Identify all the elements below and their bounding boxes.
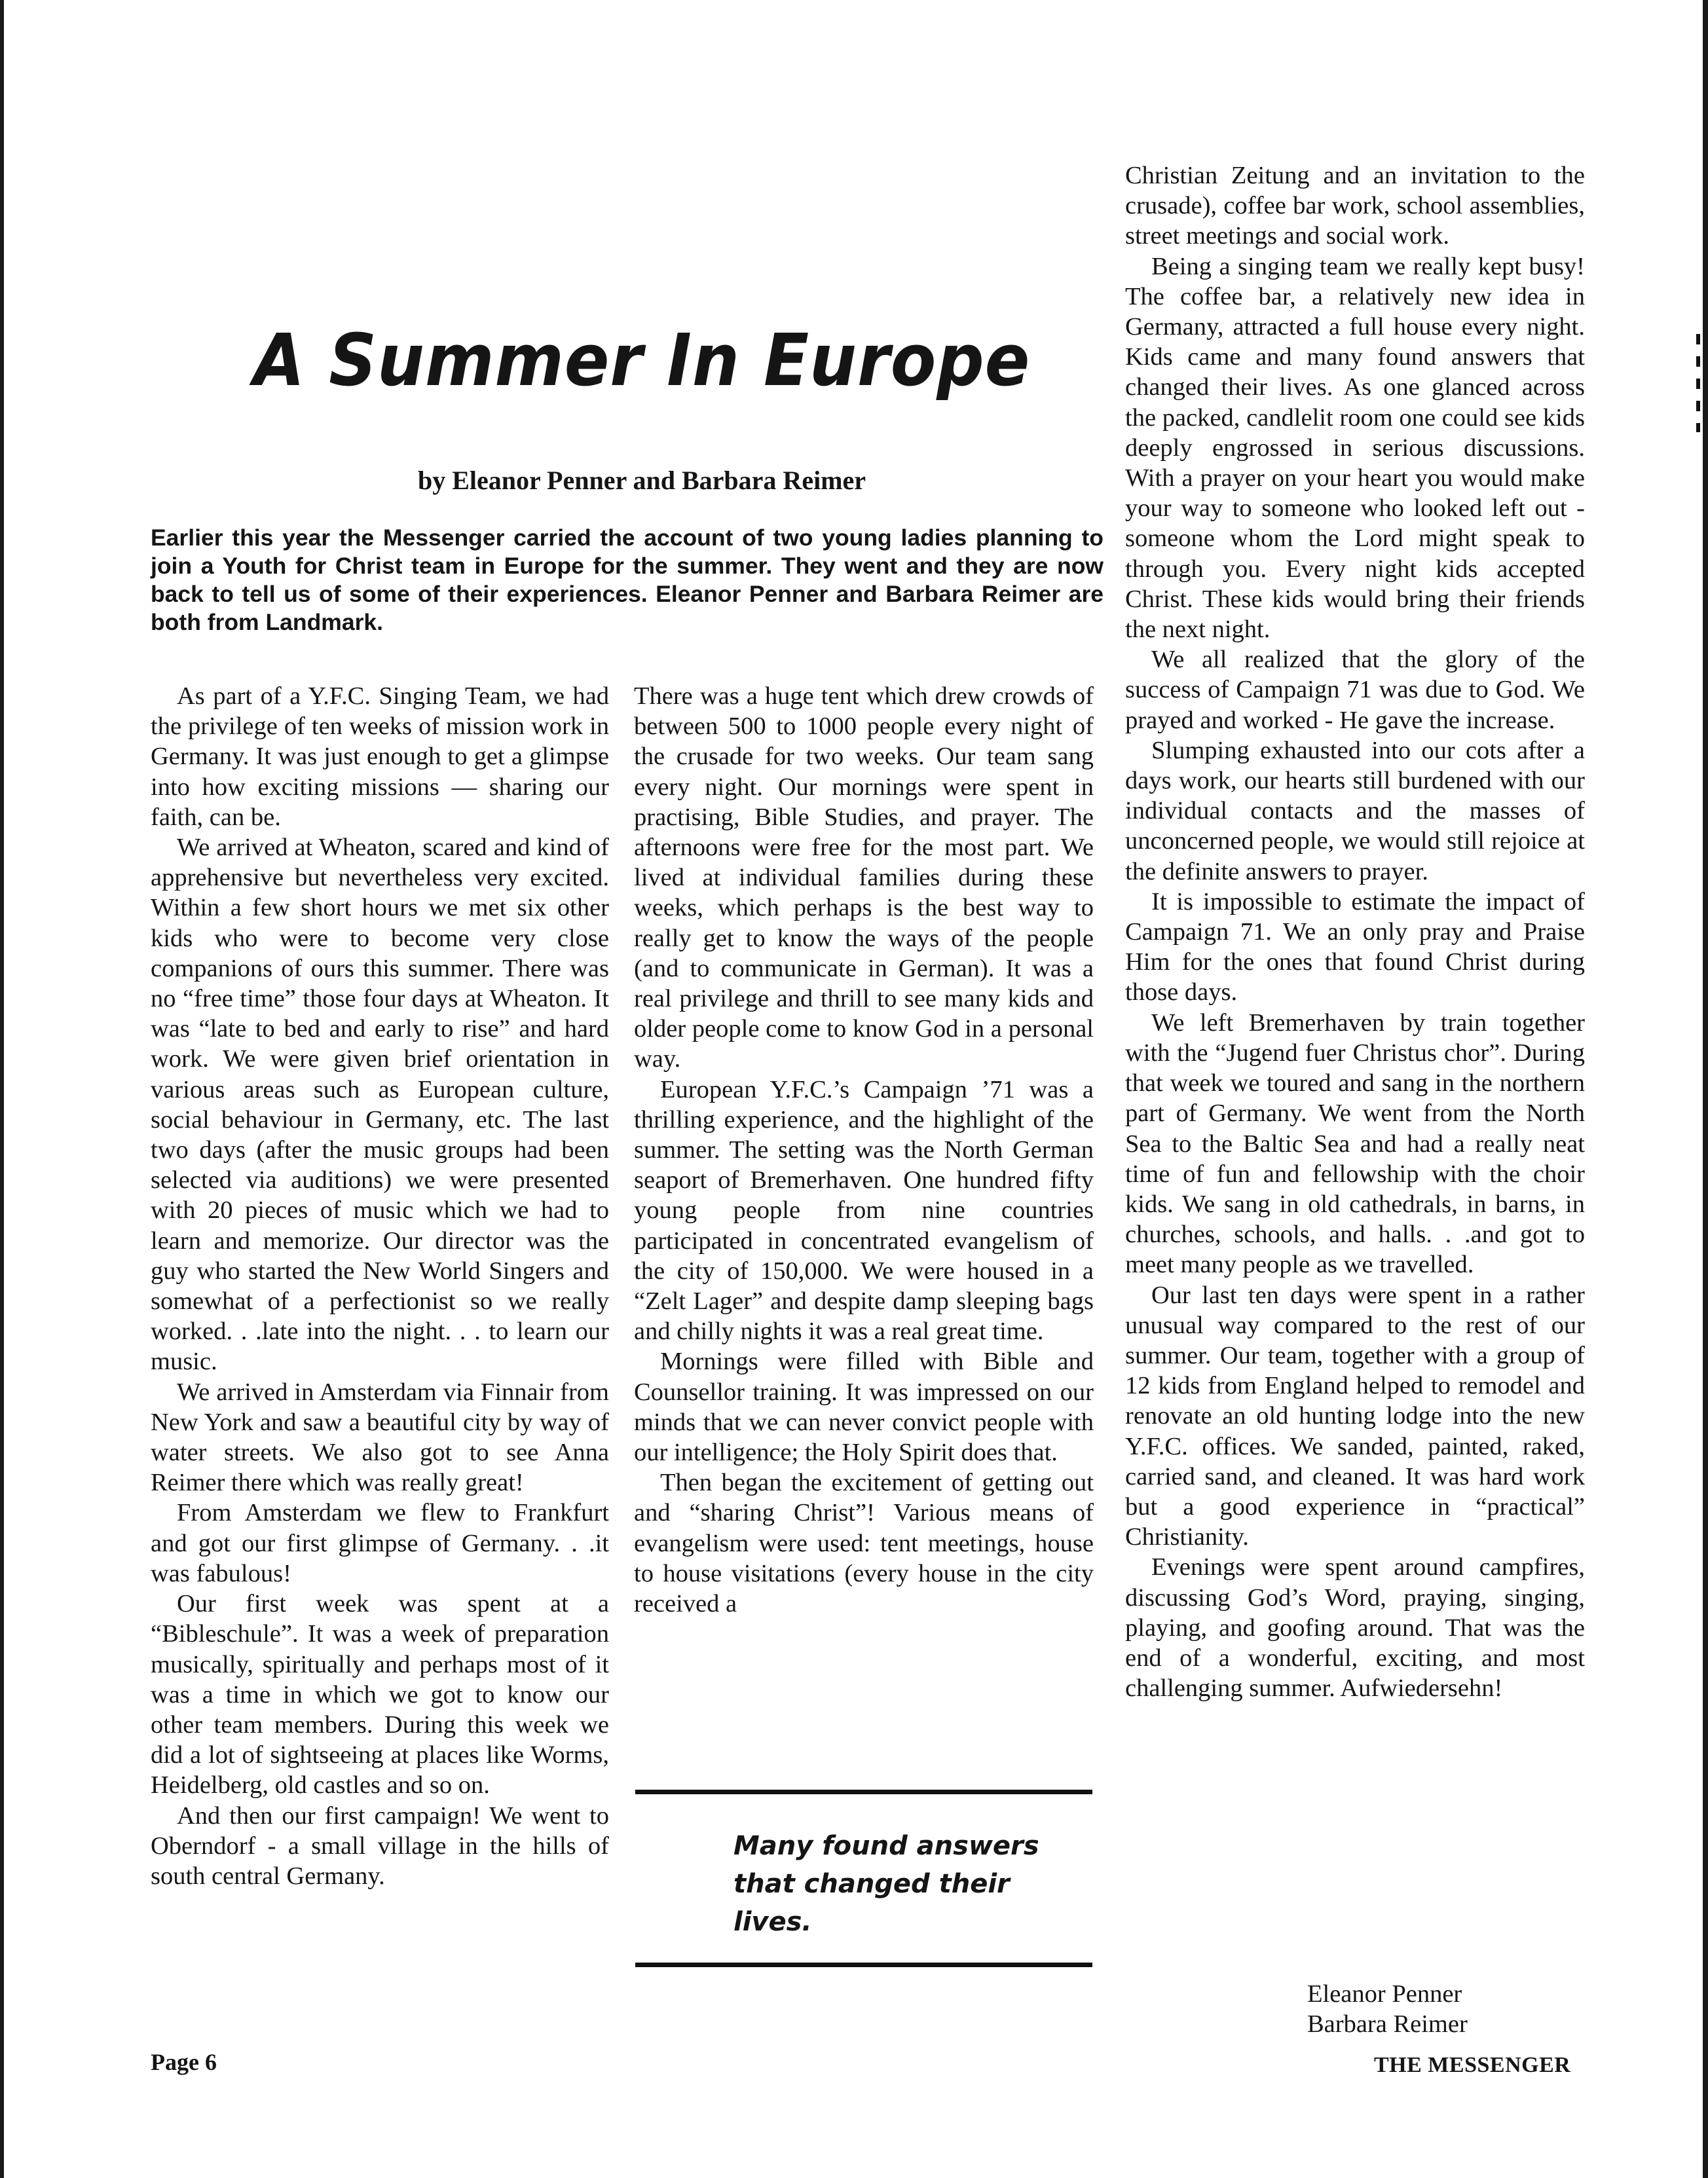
paragraph: Our last ten days were spent in a rather unusual way compared to the rest of our summer. Our team, together with a group of 12 kids from England helped to remodel and renovate an old hunting lodge into the new Y.F.C. offices. We sanded, painted, raked, carried sand, and cleaned. It was hard work but a good experience in “practical” Christianity. — [1125, 1281, 1585, 1551]
paragraph: Mornings were filled with Bible and Counsellor training. It was impressed on our minds that we can never convict people with our intelligence; the Holy Spirit does that. — [634, 1348, 1094, 1467]
paragraph: We all realized that the glory of the success of Campaign 71 was due to God. We prayed and worked - He gave the increase. — [1125, 646, 1585, 734]
pull-quote-rule-top — [635, 1790, 1092, 1794]
paragraph: It is impossible to estimate the impact of Campaign 71. We an only pray and Praise Him for the ones that found Christ during those days. — [1125, 887, 1585, 1006]
signature-block — [1307, 1979, 1582, 2039]
column-2 — [634, 681, 1094, 1619]
column-3 — [1125, 160, 1585, 1703]
paragraph: Slumping exhausted into our cots after a days work, our hearts still burdened with our individual contacts and the masses of unconcerned people, we would still rejoice at the definite answers to prayer. — [1125, 736, 1585, 885]
publication-name: THE MESSENGER — [1374, 2053, 1571, 2077]
paragraph: Being a singing team we really kept busy! The coffee bar, a relatively new idea in Germany, attracted a full house every night. Kids came and many found answers that changed their lives. As one glanced across the packed, candlelit room one could see kids deeply engrossed in serious discussions. With a prayer on your heart you would make your way to someone who looked left out - someone whom the Lord might speak to through you. Every night kids accepted Christ. These kids would bring their friends the next night. — [1125, 252, 1585, 644]
paragraph: We left Bremerhaven by train together with the “Jugend fuer Christus chor”. During that week we toured and sang in the northern part of Germany. We went from the North Sea to the Baltic Sea and had a really neat time of fun and fellowship with the choir kids. We sang in old cathedrals, in barns, in churches, schools, and halls. . .and got to meet many people as we travelled. — [1125, 1008, 1585, 1279]
paragraph: We arrived in Amsterdam via Finnair from New York and saw a beautiful city by way of water streets. We also got to see Anna Reimer there which was really great! — [151, 1378, 609, 1497]
paragraph: Then began the excitement of getting out and “sharing Christ”! Various means of evangelism were used: tent meetings, house to house visitations (every house in the city received a — [634, 1469, 1094, 1618]
paragraph: Our first week was spent at a “Bibleschule”. It was a week of preparation musically, spiritually and perhaps most of it was a time in which we got to know our other team members. During this week we did a lot of sightseeing at places like Worms, Heidelberg, old castles and so on. — [151, 1590, 609, 1800]
signature-name: Eleanor Penner — [1307, 1980, 1462, 2008]
page-number: Page 6 — [151, 2049, 217, 2075]
paragraph: We arrived at Wheaton, scared and kind of apprehensive but nevertheless very excited. Within a few short hours we met six other kids who were to become very close companions of ours this summer. There was no “free time” those four days at Wheaton. It was “late to bed and early to rise” and hard work. We were given brief orientation in various areas such as European culture, social behaviour in Germany, etc. The last two days (after the music groups had been selected via auditions) we were presented with 20 pieces of music which we had to learn and memorize. Our director was the guy who started the New World Singers and somewhat of a perfectionist so we really worked. . .late into the night. . . to learn our music. — [151, 834, 609, 1376]
scan-edge-left — [0, 0, 4, 2178]
article-title: A Summer In Europe — [253, 318, 1031, 402]
paragraph: As part of a Y.F.C. Singing Team, we had the privilege of ten weeks of mission work in Germany. It was just enough to get a glimpse into how exciting missions — sharing our faith, can be. — [151, 682, 609, 831]
pull-quote-rule-bottom — [635, 1963, 1092, 1967]
column-1 — [151, 681, 609, 1891]
article-byline: by Eleanor Penner and Barbara Reimer — [417, 466, 866, 495]
paragraph: From Amsterdam we flew to Frankfurt and got our first glimpse of Germany. . .it was fabulous! — [151, 1499, 609, 1587]
article-intro: Earlier this year the Messenger carried the account of two young ladies planning to join a Youth for Christ team in Europe for the summer. They went and they are now back to tell us of some of their experiences. Eleanor Penner and Barbara Reimer are both from Landmark. — [151, 525, 1104, 635]
binding-marks — [1696, 334, 1700, 432]
signature-name: Barbara Reimer — [1307, 2010, 1468, 2038]
paragraph: Christian Zeitung and an invitation to the crusade), coffee bar work, school assemblies, street meetings and social work. — [1125, 162, 1585, 250]
paragraph: There was a huge tent which drew crowds of between 500 to 1000 people every night of the crusade for two weeks. Our team sang every night. Our mornings were spent in practising, Bible Studies, and prayer. The afternoons were free for the most part. We lived at individual families during these weeks, which perhaps is the best way to really get to know the ways of the people (and to communicate in German). It was a real privilege and thrill to see many kids and older people come to know God in a personal way. — [634, 682, 1094, 1073]
pull-quote: Many found answers that changed their lives. — [733, 1831, 1039, 1937]
paragraph: European Y.F.C.’s Campaign ’71 was a thrilling experience, and the highlight of the summer. The setting was the North German seaport of Bremerhaven. One hundred fifty young people from nine countries participated in concentrated evangelism of the city of 150,000. We were housed in a “Zelt Lager” and despite damp sleeping bags and chilly nights it was a real great time. — [634, 1075, 1094, 1346]
paragraph: And then our first campaign! We went to Oberndorf - a small village in the hills of south central Germany. — [151, 1801, 609, 1890]
scan-edge-right — [1703, 0, 1708, 2178]
paragraph: Evenings were spent around campfires, discussing God’s Word, praying, singing, playing, and goofing around. That was the end of a wonderful, exciting, and most challenging summer. Aufwiedersehn! — [1125, 1553, 1585, 1703]
